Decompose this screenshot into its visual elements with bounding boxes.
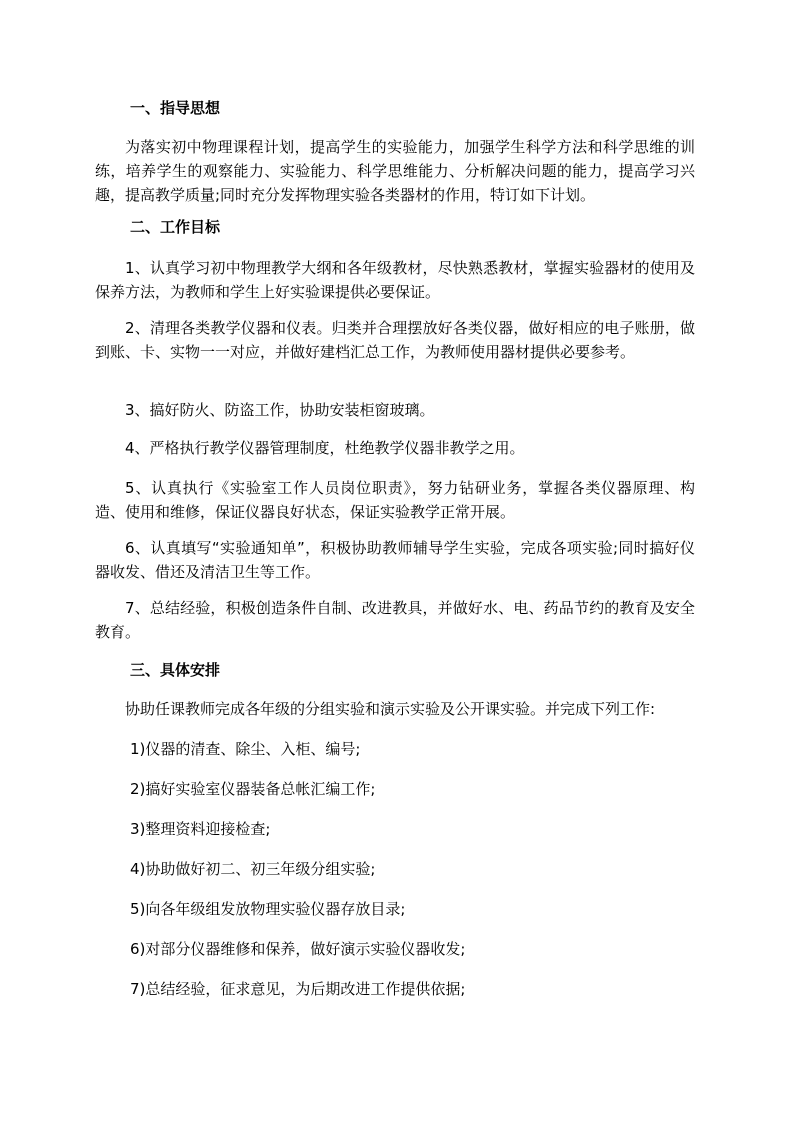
paragraph-goal-5: 5、认真执行《实验室工作人员岗位职责》，努力钻研业务，掌握各类仪器原理、构造、使用和维修，保证仪器良好状态，保证实验教学正常开展。 — [95, 479, 695, 521]
list-item: 7)总结经验，征求意见，为后期改进工作提供依据; — [130, 980, 466, 998]
paragraph-goal-1: 1、认真学习初中物理教学大纲和各年级教材，尽快熟悉教材，掌握实验器材的使用及保养方法，为教师和学生上好实验课提供必要保证。 — [95, 259, 695, 301]
section-heading-arrangements: 三、具体安排 — [130, 661, 221, 679]
list-item: 3)整理资料迎接检查; — [130, 820, 271, 838]
paragraph-goal-4: 4、严格执行教学仪器管理制度，杜绝教学仪器非教学之用。 — [125, 439, 525, 457]
list-item: 1)仪器的清查、除尘、入柜、编号; — [130, 740, 361, 758]
section-heading-work-goals: 二、工作目标 — [130, 218, 221, 236]
paragraph-guiding-ideology: 为落实初中物理课程计划，提高学生的实验能力，加强学生科学方法和科学思维的训练，培养学生的观察能力、实验能力、科学思维能力、分析解决问题的能力，提高学习兴趣，提高教学质量;同时充分发挥物理实验各类器材的作用，特订如下计划。 — [95, 138, 695, 204]
section-heading-guiding-ideology: 一、指导思想 — [130, 99, 221, 117]
paragraph-goal-2: 2、清理各类教学仪器和仪表。归类并合理摆放好各类仪器，做好相应的电子账册，做到账、卡、实物一一对应，并做好建档汇总工作，为教师使用器材提供必要参考。 — [95, 319, 695, 361]
paragraph-arrangements-intro: 协助任课教师完成各年级的分组实验和演示实验及公开课实验。并完成下列工作: — [125, 700, 656, 718]
paragraph-goal-3: 3、搞好防火、防盗工作，协助安装柜窗玻璃。 — [125, 401, 435, 419]
list-item: 6)对部分仪器维修和保养，做好演示实验仪器收发; — [130, 940, 466, 958]
list-item: 4)协助做好初二、初三年级分组实验; — [130, 860, 376, 878]
list-item: 5)向各年级组发放物理实验仪器存放目录; — [130, 900, 406, 918]
list-item: 2)搞好实验室仪器装备总帐汇编工作; — [130, 780, 376, 798]
paragraph-goal-7: 7、总结经验，积极创造条件自制、改进教具，并做好水、电、药品节约的教育及安全教育。 — [95, 599, 695, 641]
paragraph-goal-6: 6、认真填写“实验通知单”，积极协助教师辅导学生实验，完成各项实验;同时搞好仪器收发、借还及清洁卫生等工作。 — [95, 539, 695, 581]
